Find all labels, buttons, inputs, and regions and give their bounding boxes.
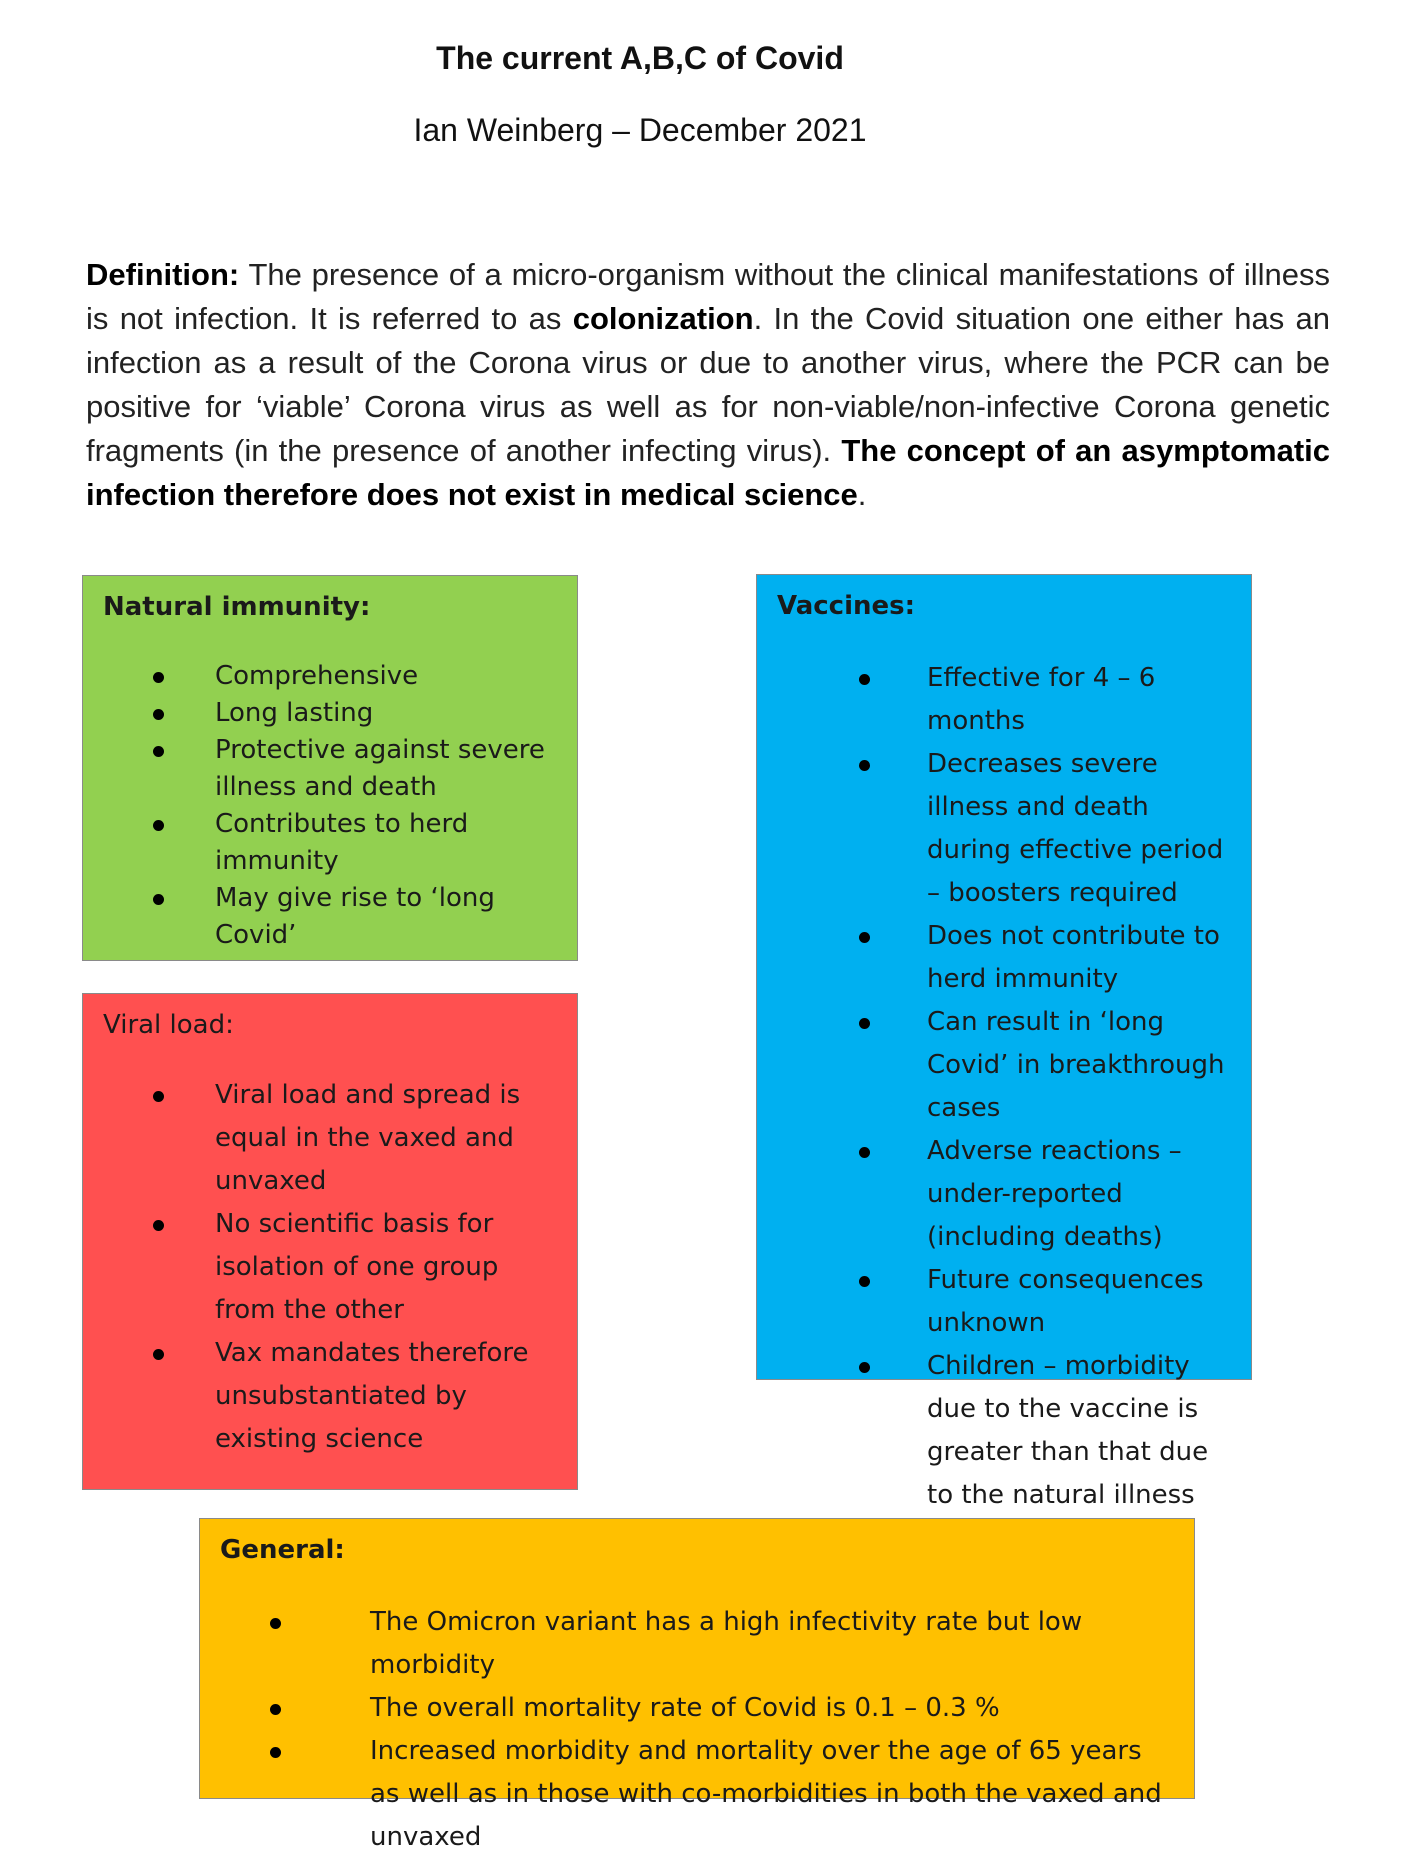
bullet-icon (153, 709, 164, 720)
list-item: The Omicron variant has a high infectivity rate but low morbidity (270, 1601, 1170, 1687)
bullet-icon (270, 1618, 281, 1629)
bullet-icon (859, 674, 870, 685)
definition-bold-colonization: colonization (572, 301, 754, 336)
general-list (270, 1601, 1170, 1859)
definition-conclusion: The concept of an asymptomatic infection therefore does not exist in medical science (86, 433, 1330, 512)
bullet-icon (859, 1276, 870, 1287)
viral-load-heading: Viral load: (103, 1010, 234, 1040)
viral-load-box (82, 993, 578, 1490)
list-item: Can result in ‘long Covid’ in breakthrough cases (827, 1001, 1237, 1130)
bullet-icon (270, 1704, 281, 1715)
bullet-icon (153, 1349, 164, 1360)
bullet-icon (153, 746, 164, 757)
bullet-icon (859, 1362, 870, 1373)
general-box (199, 1518, 1195, 1852)
list-item: Effective for 4 – 6 months (827, 657, 1237, 743)
bullet-icon (153, 1091, 164, 1102)
vaccines-heading: Vaccines: (777, 591, 915, 621)
bullet-icon (859, 760, 870, 771)
list-item: Viral load and spread is equal in the vaxed and unvaxed (153, 1074, 563, 1203)
list-item: Long lasting (153, 695, 553, 732)
list-item: No scientific basis for isolation of one group from the other (153, 1203, 563, 1332)
definition-paragraph (86, 253, 1330, 517)
list-item: Protective against severe illness and death (153, 732, 553, 806)
definition-text-3: . (857, 477, 867, 512)
definition-text-1: The presence of a micro-organism without the clinical manifestations of illness is not infection. It is referred to as (86, 257, 1330, 336)
viral-load-list (153, 1074, 563, 1461)
list-item: Future consequences unknown (827, 1259, 1237, 1345)
natural-immunity-heading: Natural immunity: (103, 592, 371, 622)
bullet-icon (153, 894, 164, 905)
natural-immunity-list (153, 658, 553, 954)
bullet-icon (153, 1220, 164, 1231)
natural-immunity-box (82, 575, 578, 961)
list-item: Comprehensive (153, 658, 553, 695)
document-title: The current A,B,C of Covid (436, 40, 844, 76)
vaccines-list (827, 657, 1237, 1517)
vaccines-box (756, 574, 1252, 1510)
list-item: May give rise to ‘long Covid’ (153, 880, 553, 954)
list-item: Contributes to herd immunity (153, 806, 553, 880)
definition-label: Definition: (86, 257, 240, 292)
bullet-icon (859, 1147, 870, 1158)
bullet-icon (859, 932, 870, 943)
bullet-icon (153, 820, 164, 831)
list-item: Vax mandates therefore unsubstantiated by existing science (153, 1332, 563, 1461)
list-item: Decreases severe illness and death during effective period – boosters required (827, 743, 1237, 915)
definition-text-2: . In the Covid situation one either has an infection as a result of the Corona virus or due to another virus, where the PCR can be positive for ‘viable’ Corona virus as well as for non-viable/non-infective Corona genetic fragments (in the presence of another infecting virus). (86, 301, 1330, 468)
list-item: Children – morbidity due to the vaccine is greater than that due to the natural illness (827, 1345, 1237, 1517)
bullet-icon (270, 1747, 281, 1758)
list-item: Adverse reactions – under-reported (including deaths) (827, 1130, 1237, 1259)
list-item: The overall mortality rate of Covid is 0.1 – 0.3 % (270, 1687, 1170, 1730)
list-item: Increased morbidity and mortality over the age of 65 years as well as in those with co-morbidities in both the vaxed and unvaxed (270, 1730, 1170, 1859)
general-heading: General: (220, 1535, 345, 1565)
bullet-icon (859, 1018, 870, 1029)
list-item: Does not contribute to herd immunity (827, 915, 1237, 1001)
author-date: Ian Weinberg – December 2021 (413, 112, 867, 148)
bullet-icon (153, 672, 164, 683)
